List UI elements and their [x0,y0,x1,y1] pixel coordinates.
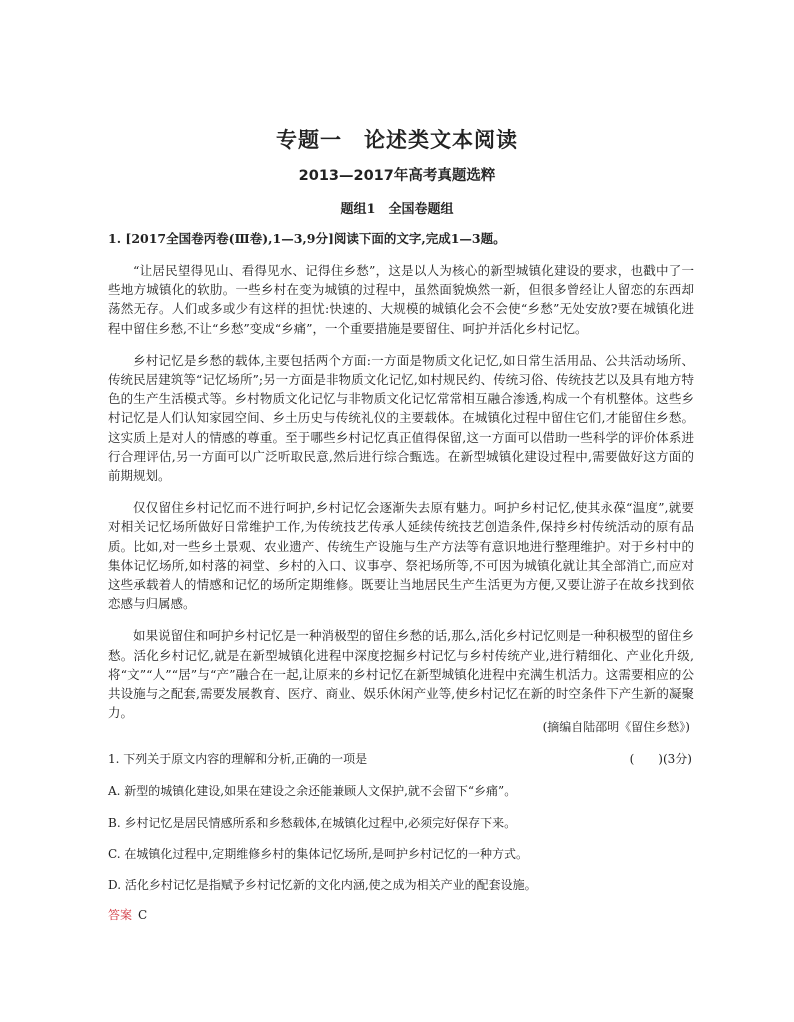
question-stem: 1. 下列关于原文内容的理解和分析,正确的一项是 [108,752,368,766]
question-1 [108,750,694,767]
passage-paragraph-1: “让居民望得见山、看得见水、记得住乡愁”，这是以人为核心的新型城镇化建设的要求，也戳中了一些地方城镇化的软肋。一些乡村在变为城镇的过程中，虽然面貌焕然一新，但很多曾经让人留恋的东西却荡然无存。人们或多或少有这样的担忧:快速的、大规模的城镇化会不会使“乡愁”无处安放?要在城镇化进程中留住乡愁,不让“乡愁”变成“乡痛”，一个重要措施是要留住、呵护并活化乡村记忆。 [108,263,694,336]
answer-value: C [138,908,148,922]
group-title: 题组1 全国卷题组 [340,202,454,217]
option-a: A. 新型的城镇化建设,如果在建设之余还能兼顾人文保护,就不会留下“乡痛”。 [108,784,517,798]
option-b: B. 乡村记忆是居民情感所系和乡愁载体,在城镇化过程中,必须完好保存下来。 [108,816,517,830]
question-header: 1. [2017全国卷丙卷(Ⅲ卷),1—3,9分]阅读下面的文字,完成1—3题。 [108,231,506,246]
question-points: ( )(3分) [629,752,692,766]
passage-paragraph-3: 仅仅留住乡村记忆而不进行呵护,乡村记忆会逐渐失去原有魅力。呵护乡村记忆,使其永葆“温度”,就要对相关记忆场所做好日常维护工作,为传统技艺传承人延续传统技艺创造条件,保持乡村传统活动的原有品质。比如,对一些乡土景观、农业遗产、传统生产设施与生产方法等有意识地进行整理维护。对于乡村中的集体记忆场所,如村落的祠堂、乡村的入口、议事亭、祭祀场所等,不可因为城镇化就让其全部消亡,而应对这些承载着人的情感和记忆的场所定期维修。既要让当地居民生产生活更为方便,又要让游子在故乡找到依恋感与归属感。 [108,500,694,612]
reading-passage [108,261,694,735]
source-citation: (摘编自陆邵明《留住乡愁》) [542,720,690,734]
option-d: D. 活化乡村记忆是指赋予乡村记忆新的文化内涵,使之成为相关产业的配套设施。 [108,878,537,892]
option-c: C. 在城镇化过程中,定期维修乡村的集体记忆场所,是呵护乡村记忆的一种方式。 [108,847,529,861]
page-title: 专题一 论述类文本阅读 [276,127,518,152]
passage-paragraph-4: 如果说留住和呵护乡村记忆是一种消极型的留住乡愁的话,那么,活化乡村记忆则是一种积极型的留住乡愁。活化乡村记忆,就是在新型城镇化进程中深度挖掘乡村记忆与乡村传统产业,进行精细化、产业化升级,将“文”“人”“居”与“产”融合在一起,让原来的乡村记忆在新型城镇化进程中充满生机活力。这需要相应的公共设施与之配套,需要发展教育、医疗、商业、娱乐休闲产业等,使乡村记忆在新的时空条件下产生新的凝聚力。 [108,628,694,721]
answer-label: 答案 [108,908,133,922]
section-subtitle: 2013—2017年高考真题选粹 [298,168,496,184]
passage-paragraph-2: 乡村记忆是乡愁的载体,主要包括两个方面:一方面是物质文化记忆,如日常生活用品、公共活动场所、传统民居建筑等“记忆场所”;另一方面是非物质文化记忆,如村规民约、传统习俗、传统技艺以及具有地方特色的生产生活模式等。乡村物质文化记忆与非物质文化记忆常常相互融合渗透,构成一个有机整体。这些乡村记忆是人们认知家园空间、乡土历史与传统礼仪的主要载体。在城镇化过程中留住它们,才能留住乡愁。这实质上是对人的情感的尊重。至于哪些乡村记忆真正值得保留,这一方面可以借助一些科学的评价体系进行合理评估,另一方面可以广泛听取民意,然后进行综合甄选。在新型城镇化建设过程中,需要做好这方面的前期规划。 [108,352,694,484]
answer-line [108,906,147,923]
